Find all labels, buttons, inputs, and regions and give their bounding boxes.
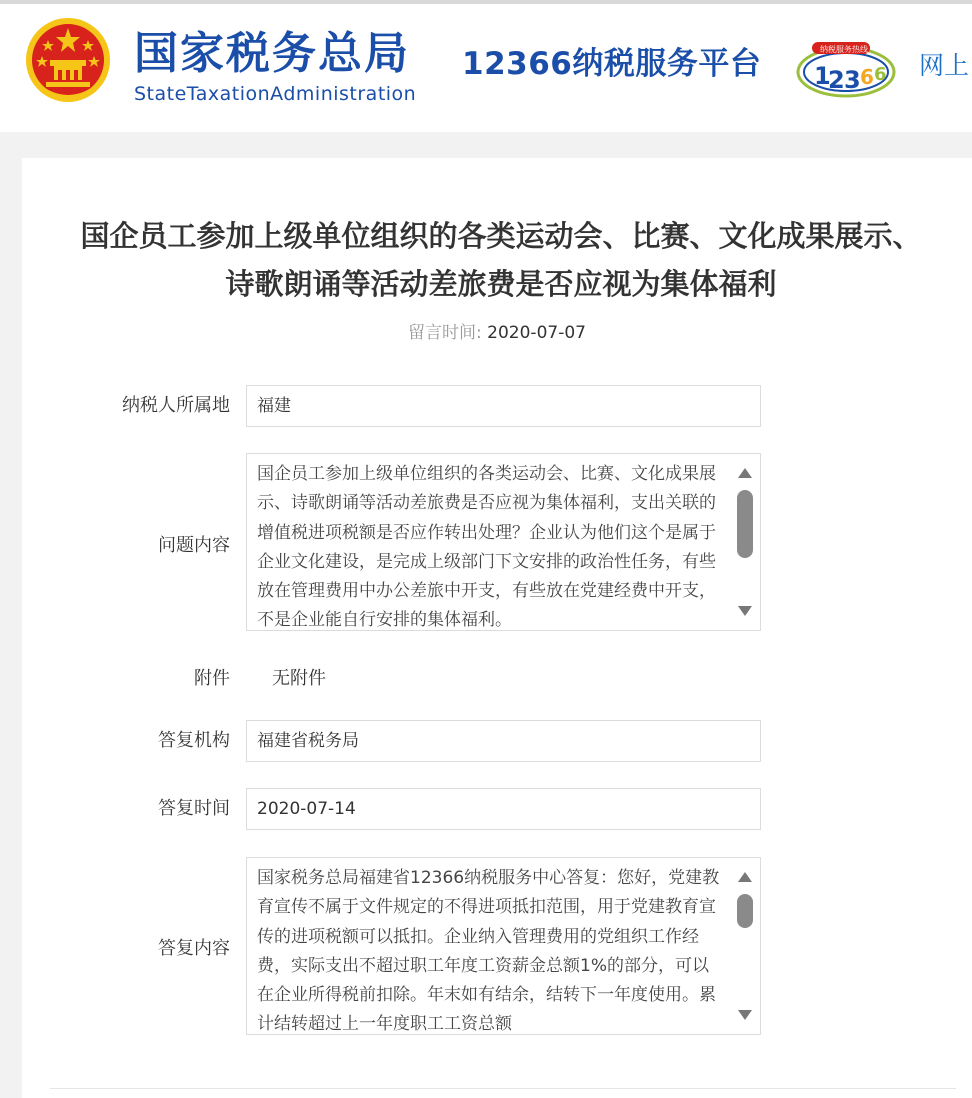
scroll-thumb[interactable] — [737, 490, 753, 558]
question-textarea[interactable] — [246, 453, 761, 631]
reply-text: 国家税务总局福建省12366纳税服务中心答复：您好，党建教育宣传不属于文件规定的不得进项抵扣范围，用于党建教育宣传的进项税额可以抵扣。企业纳入管理费用的党组织工作经费，实际支出不超过职工年度工资薪金总额1%的部分，可以在企业所得税前扣除。年末如有结余，结转下一年度使用。累计结转超过上一年度职工工资总额 — [257, 868, 720, 1035]
svg-text:6: 6 — [874, 64, 887, 85]
site-header — [0, 4, 972, 132]
scroll-down-icon[interactable] — [738, 1010, 752, 1020]
svg-text:2: 2 — [828, 66, 845, 94]
scroll-up-icon[interactable] — [738, 468, 752, 478]
message-time-value: 2020-07-07 — [487, 323, 586, 343]
reply-scrollbar[interactable] — [730, 858, 760, 1034]
12366-mascot-logo — [794, 38, 896, 100]
scroll-up-icon[interactable] — [738, 872, 752, 882]
scroll-thumb[interactable] — [737, 894, 753, 928]
agency-label: 答复机构 — [158, 730, 230, 751]
attachment-label: 附件 — [194, 668, 230, 689]
question-scrollbar[interactable] — [730, 454, 760, 630]
agency-field[interactable]: 福建省税务局 — [246, 720, 761, 762]
attachment-value: 无附件 — [272, 668, 326, 689]
svg-text:纳税服务热线: 纳税服务热线 — [820, 45, 868, 54]
nav-link-online[interactable]: 网上 — [919, 51, 970, 80]
org-name-en[interactable]: StateTaxationAdministration — [134, 83, 417, 105]
question-text: 国企员工参加上级单位组织的各类运动会、比赛、文化成果展示、诗歌朗诵等活动差旅费是否应视为集体福利，支出关联的增值税进项税额是否应作转出处理？企业认为他们这个是属于企业文化建设，是完成上级部门下文安排的政治性任务，有些放在管理费用中办公差旅中开支，有些放在党建经费中开支，不是企业能自行安排的集体福利。 — [257, 464, 716, 631]
svg-text:1: 1 — [814, 62, 831, 90]
reply-label: 答复内容 — [158, 938, 230, 959]
national-emblem-icon[interactable] — [24, 16, 112, 104]
svg-text:6: 6 — [860, 65, 874, 89]
location-field[interactable]: 福建 — [246, 385, 761, 427]
content-card — [22, 158, 972, 1098]
platform-name[interactable]: 12366纳税服务平台 — [462, 46, 762, 82]
scroll-down-icon[interactable] — [738, 606, 752, 616]
page-title: 国企员工参加上级单位组织的各类运动会、比赛、文化成果展示、诗歌朗诵等活动差旅费是否应视为集体福利 — [80, 219, 922, 301]
org-name-cn[interactable]: 国家税务总局 — [134, 28, 410, 79]
question-label: 问题内容 — [158, 535, 230, 556]
reply-textarea[interactable] — [246, 857, 761, 1035]
reply-date-field[interactable]: 2020-07-14 — [246, 788, 761, 830]
svg-text:3: 3 — [844, 66, 861, 94]
message-time — [22, 318, 972, 348]
footer-divider — [50, 1088, 956, 1089]
reply-date-label: 答复时间 — [158, 798, 230, 819]
message-time-label: 留言时间: — [408, 323, 482, 343]
location-label: 纳税人所属地 — [122, 395, 230, 416]
